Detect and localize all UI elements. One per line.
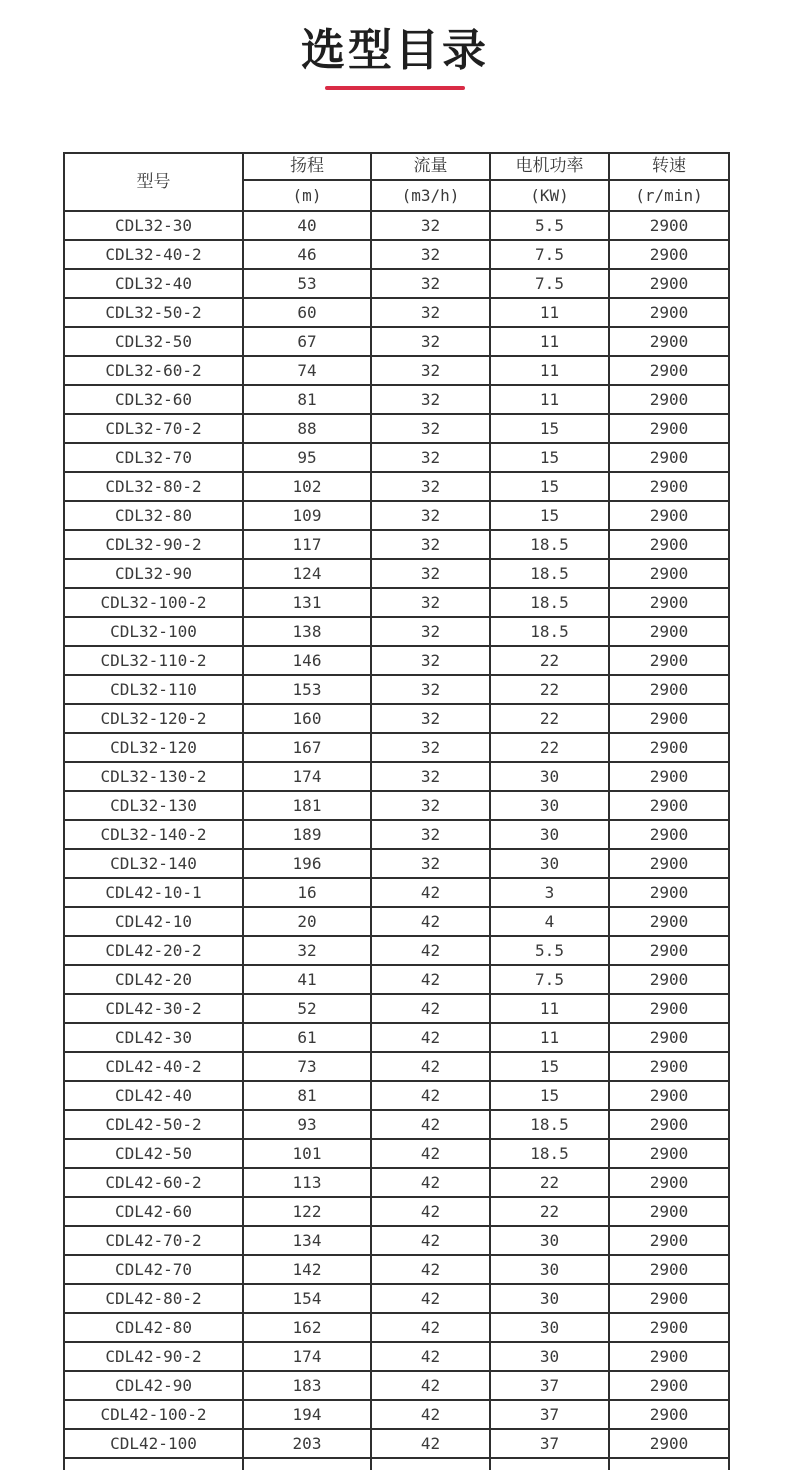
cell-speed: 2900: [609, 791, 729, 820]
cell-motor-power: 18.5: [490, 588, 609, 617]
cell-speed: 2900: [609, 1023, 729, 1052]
cell-motor-power: 30: [490, 1284, 609, 1313]
table-row: [64, 588, 729, 617]
cell-head: 181: [243, 791, 371, 820]
cell-model: CDL32-40: [64, 269, 243, 298]
cell-motor-power: 22: [490, 704, 609, 733]
cell-flow: 42: [371, 1284, 490, 1313]
table-row: [64, 1081, 729, 1110]
table-row: [64, 907, 729, 936]
cell-head: 162: [243, 1313, 371, 1342]
cell-head: 122: [243, 1197, 371, 1226]
cell-speed: 2900: [609, 1139, 729, 1168]
cell-model: CDL32-70: [64, 443, 243, 472]
cell-motor-power: 22: [490, 675, 609, 704]
cell-motor-power: 18.5: [490, 530, 609, 559]
title-underline: [325, 86, 465, 90]
cell-head: 174: [243, 762, 371, 791]
cell-model: CDL32-50-2: [64, 298, 243, 327]
cell-flow: 32: [371, 414, 490, 443]
header-flow: 流量: [371, 153, 490, 180]
header-model: 型号: [64, 153, 243, 211]
cell-motor-power: 37: [490, 1371, 609, 1400]
cell-model: CDL32-80: [64, 501, 243, 530]
table-row: [64, 646, 729, 675]
cell-motor-power: 15: [490, 1081, 609, 1110]
cell-head: 60: [243, 298, 371, 327]
cell-speed: 2900: [609, 501, 729, 530]
table-row: [64, 1400, 729, 1429]
table-row: [64, 762, 729, 791]
cell-speed: 2900: [609, 1226, 729, 1255]
cell-speed: 2900: [609, 414, 729, 443]
cell-speed: 2900: [609, 1255, 729, 1284]
cell-flow: 32: [371, 211, 490, 240]
cell-empty: [64, 1458, 243, 1470]
cell-flow: 42: [371, 907, 490, 936]
cell-motor-power: 15: [490, 501, 609, 530]
header-motor-power: 电机功率: [490, 153, 609, 180]
cell-flow: 32: [371, 530, 490, 559]
cell-head: 124: [243, 559, 371, 588]
cell-empty: [371, 1458, 490, 1470]
table-row: [64, 1052, 729, 1081]
table-row: [64, 530, 729, 559]
table-row: [64, 1168, 729, 1197]
cell-head: 146: [243, 646, 371, 675]
cell-flow: 32: [371, 559, 490, 588]
cell-speed: 2900: [609, 385, 729, 414]
cell-model: CDL42-30: [64, 1023, 243, 1052]
cell-motor-power: 11: [490, 385, 609, 414]
cell-motor-power: 4: [490, 907, 609, 936]
cell-motor-power: 15: [490, 443, 609, 472]
cell-flow: 32: [371, 501, 490, 530]
cell-model: CDL42-50: [64, 1139, 243, 1168]
cell-head: 46: [243, 240, 371, 269]
cell-model: CDL32-130: [64, 791, 243, 820]
cell-motor-power: 11: [490, 1023, 609, 1052]
table-row: [64, 1371, 729, 1400]
cell-motor-power: 5.5: [490, 211, 609, 240]
cell-motor-power: 22: [490, 1168, 609, 1197]
cell-head: 153: [243, 675, 371, 704]
cell-head: 16: [243, 878, 371, 907]
cell-speed: 2900: [609, 443, 729, 472]
cell-motor-power: 11: [490, 327, 609, 356]
table-row: [64, 1342, 729, 1371]
cell-model: CDL42-20: [64, 965, 243, 994]
table-row: [64, 820, 729, 849]
cell-head: 52: [243, 994, 371, 1023]
header-head-unit: (m): [243, 180, 371, 211]
cell-motor-power: 22: [490, 1197, 609, 1226]
cell-model: CDL42-20-2: [64, 936, 243, 965]
cell-empty: [609, 1458, 729, 1470]
cell-head: 203: [243, 1429, 371, 1458]
page-title-block: [0, 0, 790, 90]
cell-speed: 2900: [609, 1110, 729, 1139]
cell-head: 88: [243, 414, 371, 443]
cell-head: 142: [243, 1255, 371, 1284]
cell-flow: 42: [371, 1342, 490, 1371]
cell-flow: 42: [371, 1139, 490, 1168]
table-row: [64, 298, 729, 327]
cell-motor-power: 37: [490, 1429, 609, 1458]
cell-model: CDL32-100: [64, 617, 243, 646]
cell-flow: 32: [371, 240, 490, 269]
cell-speed: 2900: [609, 530, 729, 559]
table-row: [64, 617, 729, 646]
cell-flow: 42: [371, 1429, 490, 1458]
table-row: [64, 1197, 729, 1226]
table-row: [64, 472, 729, 501]
cell-model: CDL32-110-2: [64, 646, 243, 675]
cell-model: CDL42-90-2: [64, 1342, 243, 1371]
cell-flow: 42: [371, 1400, 490, 1429]
cell-motor-power: 30: [490, 791, 609, 820]
cell-head: 61: [243, 1023, 371, 1052]
header-speed-unit: (r/min): [609, 180, 729, 211]
cell-motor-power: 18.5: [490, 559, 609, 588]
cell-model: CDL42-70-2: [64, 1226, 243, 1255]
table-row: [64, 1284, 729, 1313]
cell-motor-power: 30: [490, 762, 609, 791]
cell-speed: 2900: [609, 675, 729, 704]
cell-model: CDL32-130-2: [64, 762, 243, 791]
page-title: 选型目录: [301, 25, 489, 76]
cell-head: 167: [243, 733, 371, 762]
cell-model: CDL42-100-2: [64, 1400, 243, 1429]
table-row: [64, 327, 729, 356]
cell-head: 134: [243, 1226, 371, 1255]
cell-flow: 42: [371, 878, 490, 907]
cell-motor-power: 37: [490, 1400, 609, 1429]
cell-model: CDL42-80: [64, 1313, 243, 1342]
cell-motor-power: 30: [490, 1313, 609, 1342]
cell-speed: 2900: [609, 1429, 729, 1458]
cell-model: CDL32-40-2: [64, 240, 243, 269]
cell-flow: 42: [371, 1371, 490, 1400]
table-row: [64, 1255, 729, 1284]
table-row: [64, 501, 729, 530]
cell-model: CDL42-50-2: [64, 1110, 243, 1139]
cell-head: 160: [243, 704, 371, 733]
cell-empty: [490, 1458, 609, 1470]
cell-motor-power: 11: [490, 994, 609, 1023]
cell-head: 73: [243, 1052, 371, 1081]
table-row: [64, 675, 729, 704]
cell-flow: 42: [371, 1313, 490, 1342]
cell-motor-power: 22: [490, 646, 609, 675]
cell-head: 74: [243, 356, 371, 385]
cell-head: 194: [243, 1400, 371, 1429]
cell-head: 138: [243, 617, 371, 646]
table-row: [64, 1023, 729, 1052]
cell-flow: 32: [371, 443, 490, 472]
cell-model: CDL42-30-2: [64, 994, 243, 1023]
cell-speed: 2900: [609, 704, 729, 733]
table-row: [64, 1139, 729, 1168]
cell-motor-power: 7.5: [490, 965, 609, 994]
cell-model: CDL42-40: [64, 1081, 243, 1110]
cell-model: CDL32-140: [64, 849, 243, 878]
cell-model: CDL42-40-2: [64, 1052, 243, 1081]
table-row: [64, 356, 729, 385]
cell-flow: 32: [371, 704, 490, 733]
cell-model: CDL42-10: [64, 907, 243, 936]
table-row: [64, 443, 729, 472]
cell-motor-power: 5.5: [490, 936, 609, 965]
cell-flow: 42: [371, 1052, 490, 1081]
cell-flow: 32: [371, 617, 490, 646]
cell-model: CDL32-110: [64, 675, 243, 704]
cell-flow: 42: [371, 1081, 490, 1110]
cell-head: 196: [243, 849, 371, 878]
cell-model: CDL32-60-2: [64, 356, 243, 385]
cell-speed: 2900: [609, 733, 729, 762]
cell-head: 95: [243, 443, 371, 472]
table-row: [64, 414, 729, 443]
table-header: [64, 153, 729, 211]
cell-model: CDL42-10-1: [64, 878, 243, 907]
table-row: [64, 936, 729, 965]
cell-head: 67: [243, 327, 371, 356]
cell-flow: 42: [371, 936, 490, 965]
cell-head: 183: [243, 1371, 371, 1400]
cell-flow: 42: [371, 1168, 490, 1197]
table-row: [64, 211, 729, 240]
cell-speed: 2900: [609, 849, 729, 878]
cell-model: CDL32-30: [64, 211, 243, 240]
cell-head: 101: [243, 1139, 371, 1168]
cell-model: CDL42-60-2: [64, 1168, 243, 1197]
cell-speed: 2900: [609, 878, 729, 907]
cell-model: CDL32-90: [64, 559, 243, 588]
cell-motor-power: 30: [490, 1255, 609, 1284]
cell-motor-power: 30: [490, 1226, 609, 1255]
table-row: [64, 965, 729, 994]
cell-speed: 2900: [609, 994, 729, 1023]
cell-flow: 42: [371, 965, 490, 994]
cell-model: CDL32-60: [64, 385, 243, 414]
cell-head: 93: [243, 1110, 371, 1139]
table-row: [64, 849, 729, 878]
header-speed: 转速: [609, 153, 729, 180]
cell-flow: 32: [371, 356, 490, 385]
cell-flow: 32: [371, 269, 490, 298]
cell-flow: 32: [371, 675, 490, 704]
cell-motor-power: 30: [490, 820, 609, 849]
cell-flow: 42: [371, 1226, 490, 1255]
cell-head: 20: [243, 907, 371, 936]
selection-table: [63, 152, 730, 1470]
cell-head: 102: [243, 472, 371, 501]
cell-flow: 42: [371, 1023, 490, 1052]
cell-flow: 32: [371, 298, 490, 327]
cell-flow: 32: [371, 588, 490, 617]
cell-motor-power: 11: [490, 298, 609, 327]
cell-speed: 2900: [609, 1197, 729, 1226]
table-row: [64, 1226, 729, 1255]
cell-flow: 32: [371, 762, 490, 791]
cell-head: 41: [243, 965, 371, 994]
cell-motor-power: 18.5: [490, 1139, 609, 1168]
cell-head: 117: [243, 530, 371, 559]
cell-model: CDL32-120-2: [64, 704, 243, 733]
cell-speed: 2900: [609, 356, 729, 385]
cell-head: 113: [243, 1168, 371, 1197]
cell-speed: 2900: [609, 588, 729, 617]
cell-model: CDL42-60: [64, 1197, 243, 1226]
cell-speed: 2900: [609, 327, 729, 356]
cell-speed: 2900: [609, 646, 729, 675]
cell-speed: 2900: [609, 1081, 729, 1110]
cell-model: CDL32-140-2: [64, 820, 243, 849]
cell-head: 154: [243, 1284, 371, 1313]
table-row: [64, 1429, 729, 1458]
cell-model: CDL32-80-2: [64, 472, 243, 501]
table-row: [64, 1110, 729, 1139]
cell-speed: 2900: [609, 936, 729, 965]
cell-model: CDL42-90: [64, 1371, 243, 1400]
cell-head: 81: [243, 385, 371, 414]
header-motor-power-unit: (KW): [490, 180, 609, 211]
cell-head: 53: [243, 269, 371, 298]
cell-head: 131: [243, 588, 371, 617]
cell-speed: 2900: [609, 965, 729, 994]
cell-flow: 32: [371, 733, 490, 762]
cell-flow: 32: [371, 791, 490, 820]
cell-motor-power: 30: [490, 849, 609, 878]
cell-model: CDL32-50: [64, 327, 243, 356]
cell-motor-power: 22: [490, 733, 609, 762]
cell-flow: 32: [371, 820, 490, 849]
cell-model: CDL32-100-2: [64, 588, 243, 617]
cell-speed: 2900: [609, 240, 729, 269]
table-row: [64, 240, 729, 269]
cell-flow: 42: [371, 1197, 490, 1226]
cell-speed: 2900: [609, 472, 729, 501]
cell-flow: 32: [371, 849, 490, 878]
cell-flow: 42: [371, 1110, 490, 1139]
table-row: [64, 878, 729, 907]
cell-model: CDL32-90-2: [64, 530, 243, 559]
cell-motor-power: 11: [490, 356, 609, 385]
table-row: [64, 791, 729, 820]
cell-head: 174: [243, 1342, 371, 1371]
cell-flow: 42: [371, 1255, 490, 1284]
cell-speed: 2900: [609, 559, 729, 588]
cell-motor-power: 7.5: [490, 269, 609, 298]
cell-head: 109: [243, 501, 371, 530]
table-row: [64, 994, 729, 1023]
cell-head: 189: [243, 820, 371, 849]
cell-motor-power: 18.5: [490, 617, 609, 646]
cell-model: CDL42-80-2: [64, 1284, 243, 1313]
table-row: [64, 385, 729, 414]
cell-speed: 2900: [609, 1371, 729, 1400]
cell-motor-power: 7.5: [490, 240, 609, 269]
cell-speed: 2900: [609, 617, 729, 646]
cell-speed: 2900: [609, 1313, 729, 1342]
cell-speed: 2900: [609, 1284, 729, 1313]
table-row-clipped: [64, 1458, 729, 1470]
table-row: [64, 704, 729, 733]
cell-flow: 32: [371, 472, 490, 501]
table-body: [64, 211, 729, 1470]
cell-speed: 2900: [609, 907, 729, 936]
cell-speed: 2900: [609, 820, 729, 849]
cell-motor-power: 15: [490, 472, 609, 501]
cell-model: CDL42-100: [64, 1429, 243, 1458]
cell-speed: 2900: [609, 211, 729, 240]
cell-speed: 2900: [609, 269, 729, 298]
cell-model: CDL32-120: [64, 733, 243, 762]
cell-speed: 2900: [609, 298, 729, 327]
cell-head: 32: [243, 936, 371, 965]
table-row: [64, 733, 729, 762]
cell-motor-power: 15: [490, 1052, 609, 1081]
cell-speed: 2900: [609, 762, 729, 791]
cell-speed: 2900: [609, 1168, 729, 1197]
cell-flow: 32: [371, 385, 490, 414]
cell-flow: 32: [371, 327, 490, 356]
cell-empty: [243, 1458, 371, 1470]
cell-speed: 2900: [609, 1052, 729, 1081]
cell-head: 40: [243, 211, 371, 240]
table-row: [64, 559, 729, 588]
header-flow-unit: (m3/h): [371, 180, 490, 211]
cell-speed: 2900: [609, 1400, 729, 1429]
table-row: [64, 1313, 729, 1342]
table-row: [64, 269, 729, 298]
cell-speed: 2900: [609, 1342, 729, 1371]
cell-model: CDL32-70-2: [64, 414, 243, 443]
header-head: 扬程: [243, 153, 371, 180]
cell-motor-power: 3: [490, 878, 609, 907]
cell-head: 81: [243, 1081, 371, 1110]
cell-motor-power: 15: [490, 414, 609, 443]
cell-flow: 32: [371, 646, 490, 675]
cell-model: CDL42-70: [64, 1255, 243, 1284]
cell-motor-power: 30: [490, 1342, 609, 1371]
cell-flow: 42: [371, 994, 490, 1023]
cell-motor-power: 18.5: [490, 1110, 609, 1139]
